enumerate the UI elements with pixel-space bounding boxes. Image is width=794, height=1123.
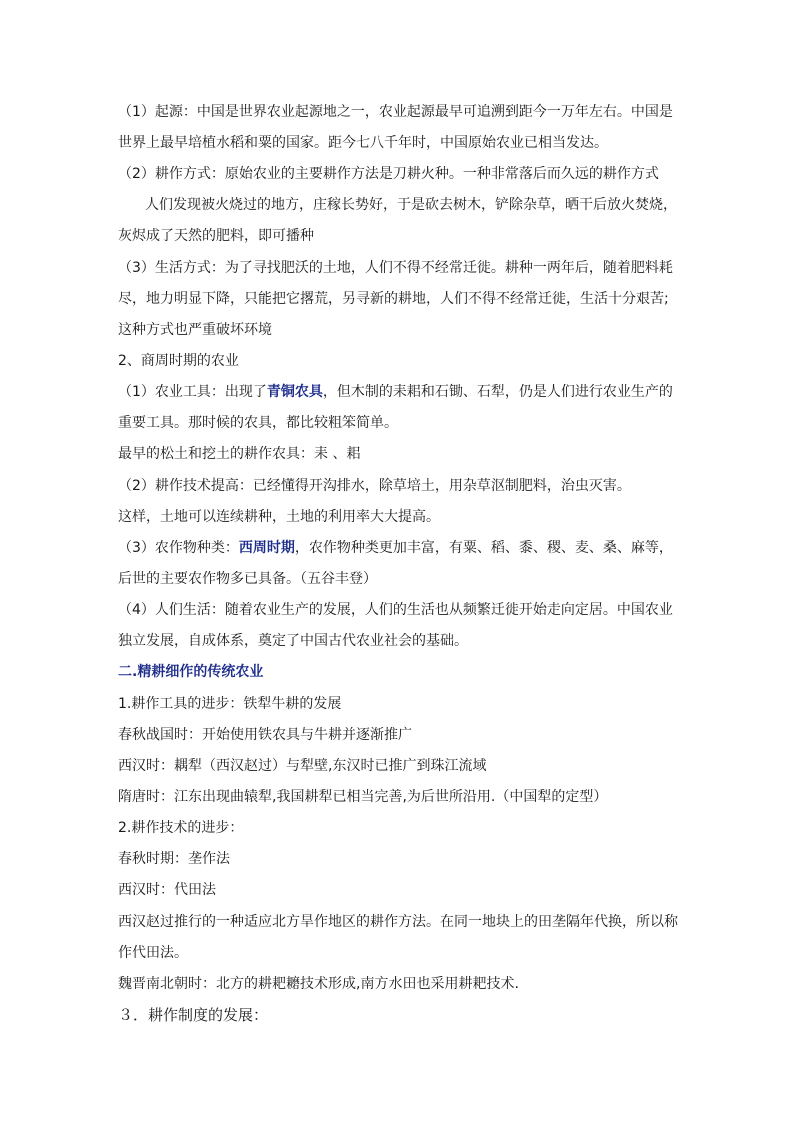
text-span: 最早的松土和挖土的耕作农具：耒 、耜 bbox=[118, 446, 361, 462]
text-span: 尽，地力明显下降，只能把它撂荒，另寻新的耕地，人们不得不经常迁徙，生活十分艰苦; bbox=[118, 291, 669, 307]
text-span: 西汉赵过推行的一种适应北方旱作地区的耕作方法。在同一地块上的田垄隔年代换，所以称 bbox=[118, 914, 678, 930]
text-line bbox=[118, 476, 631, 496]
text-line bbox=[118, 102, 673, 122]
text-span: （2）耕作技术提高：已经懂得开沟排水，除草培土，用杂草沤制肥料，治虫灭害。 bbox=[118, 478, 631, 494]
text-span: 重要工具。那时候的农具，都比较粗笨简单。 bbox=[118, 415, 398, 431]
text-line bbox=[118, 226, 314, 246]
text-span: 这样，土地可以连续耕种，土地的利用率大大提高。 bbox=[118, 509, 440, 525]
text-span: （3）农作物种类： bbox=[118, 540, 239, 556]
text-line bbox=[118, 289, 669, 309]
text-span: ，农作物种类更加丰富，有粟、稻、黍、稷、麦、桑、麻等， bbox=[294, 540, 673, 556]
text-span: （2）耕作方式：原始农业的主要耕作方法是刀耕火种。一种非常落后而久远的耕作方式 bbox=[118, 166, 659, 182]
text-span: 2、商周时期的农业 bbox=[118, 353, 239, 369]
text-span: 这种方式也严重破坏环境 bbox=[118, 322, 272, 338]
text-span: 人们发现被火烧过的地方，庄稼长势好，于是砍去树木，铲除杂草，晒干后放火焚烧， bbox=[145, 197, 677, 213]
text-line bbox=[118, 849, 230, 869]
text-line bbox=[118, 694, 341, 714]
text-line bbox=[118, 382, 673, 402]
text-span: 灰烬成了天然的肥料，即可播种 bbox=[118, 228, 314, 244]
text-line bbox=[118, 600, 673, 620]
highlight-term: 西周时期 bbox=[238, 540, 295, 556]
text-line bbox=[118, 787, 607, 807]
text-line bbox=[118, 164, 659, 184]
text-line bbox=[145, 195, 677, 215]
text-line bbox=[118, 756, 486, 776]
text-span: （3）生活方式：为了寻找肥沃的土地，人们不得不经常迁徙。耕种一两年后，随着肥料耗 bbox=[118, 260, 673, 276]
text-span: 2.耕作技术的进步： bbox=[118, 820, 244, 836]
text-line bbox=[118, 631, 468, 651]
text-span: 后世的主要农作物多已具备。（五谷丰登） bbox=[118, 571, 377, 587]
text-span: （1）农业工具：出现了 bbox=[118, 384, 267, 400]
text-span: 西汉时：耦犁（西汉赵过）与犁壁,东汉时已推广到珠江流域 bbox=[118, 758, 487, 774]
text-line bbox=[118, 507, 440, 527]
text-line bbox=[118, 974, 519, 994]
text-span: 作代田法。 bbox=[118, 945, 188, 961]
text-span: 世界上最早培植水稻和粟的国家。距今七八千年时，中国原始农业已相当发达。 bbox=[118, 135, 608, 151]
text-span: 春秋战国时：开始使用铁农具与牛耕并逐渐推广 bbox=[118, 727, 412, 743]
text-span: （4）人们生活：随着农业生产的发展，人们的生活也从频繁迁徙开始走向定居。中国农业 bbox=[118, 602, 673, 618]
text-line bbox=[118, 133, 608, 153]
section-heading bbox=[118, 1005, 268, 1025]
text-line bbox=[118, 320, 272, 340]
text-line bbox=[118, 943, 188, 963]
text-span: 春秋时期：垄作法 bbox=[118, 851, 230, 867]
highlight-term: 青铜农具 bbox=[266, 384, 323, 400]
text-line bbox=[118, 413, 398, 433]
text-line bbox=[118, 258, 673, 278]
text-span: ，但木制的耒耜和石锄、石犁，仍是人们进行农业生产的 bbox=[322, 384, 673, 400]
section-heading bbox=[118, 351, 239, 371]
text-line bbox=[118, 444, 360, 464]
text-line bbox=[118, 912, 678, 932]
text-span: 独立发展，自成体系，奠定了中国古代农业社会的基础。 bbox=[118, 633, 468, 649]
text-span: 1.耕作工具的进步：铁犁牛耕的发展 bbox=[118, 696, 342, 712]
text-line bbox=[118, 880, 216, 900]
text-span: 隋唐时：江东出现曲辕犁,我国耕犁已相当完善,为后世所沿用.（中国犁的定型） bbox=[118, 789, 608, 805]
text-span: （1）起源：中国是世界农业起源地之一，农业起源最早可追溯到距今一万年左右。中国是 bbox=[118, 104, 673, 120]
text-line bbox=[118, 538, 673, 558]
text-line bbox=[118, 569, 377, 589]
heading-text: 二.精耕细作的传统农业 bbox=[118, 664, 264, 680]
text-span: 魏晋南北朝时：北方的耕耙耱技术形成,南方水田也采用耕耙技术. bbox=[118, 976, 519, 992]
text-line bbox=[118, 818, 243, 838]
text-span: ３．耕作制度的发展： bbox=[118, 1006, 269, 1024]
section-heading bbox=[118, 662, 263, 682]
text-line bbox=[118, 725, 412, 745]
text-span: 西汉时：代田法 bbox=[118, 882, 216, 898]
